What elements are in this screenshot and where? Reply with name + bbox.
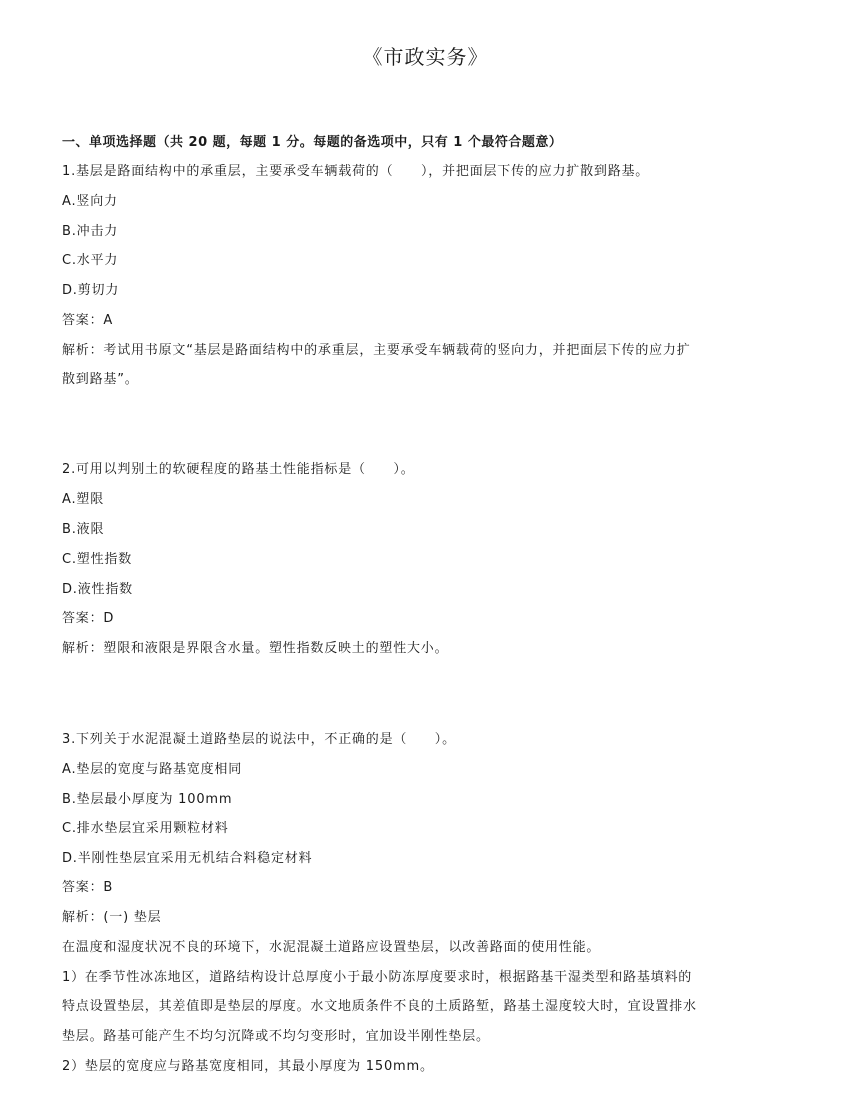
question-2-option-d: D.液性指数	[62, 582, 133, 597]
question-1-option-c: C.水平力	[62, 253, 119, 268]
question-1-analysis-line: 散到路基”。	[62, 372, 139, 387]
question-2-answer: 答案：D	[62, 611, 115, 626]
question-1-option-b: B.冲击力	[62, 224, 119, 239]
question-3-option-a: A.垫层的宽度与路基宽度相同	[62, 762, 242, 777]
question-3-analysis-line: 垫层。路基可能产生不均匀沉降或不均匀变形时，宜加设半刚性垫层。	[62, 1029, 490, 1044]
question-1-stem: 1.基层是路面结构中的承重层，主要承受车辆载荷的（ ），并把面层下传的应力扩散到路基。	[62, 164, 650, 179]
question-1-option-a: A.竖向力	[62, 194, 118, 209]
question-2-option-c: C.塑性指数	[62, 552, 133, 567]
question-1-option-d: D.剪切力	[62, 283, 120, 298]
question-3-option-b: B.垫层最小厚度为 100mm	[62, 792, 233, 807]
question-3-analysis-line: 特点设置垫层，其差值即是垫层的厚度。水文地质条件不良的土质路堑，路基土湿度较大时，宜设置排水	[62, 999, 697, 1014]
question-3-analysis-line: 在温度和湿度状况不良的环境下，水泥混凝土道路应设置垫层，以改善路面的使用性能。	[62, 940, 601, 955]
question-3-option-d: D.半刚性垫层宜采用无机结合料稳定材料	[62, 851, 313, 866]
question-3-analysis-line: 1）在季节性冰冻地区，道路结构设计总厚度小于最小防冻厚度要求时，根据路基干湿类型和路基填料的	[62, 970, 693, 985]
document-title: 《市政实务》	[362, 45, 489, 69]
question-1-analysis-line: 解析：考试用书原文“基层是路面结构中的承重层，主要承受车辆载荷的竖向力，并把面层下传的应力扩	[62, 343, 691, 358]
question-3-analysis-line: 2）垫层的宽度应与路基宽度相同，其最小厚度为 150mm。	[62, 1059, 434, 1074]
question-2-option-a: A.塑限	[62, 492, 104, 507]
section-heading: 一、单项选择题（共 20 题，每题 1 分。每题的备选项中，只有 1 个最符合题意）	[62, 135, 563, 150]
question-2-stem: 2.可用以判别土的软硬程度的路基土性能指标是（ ）。	[62, 462, 415, 477]
question-3-stem: 3.下列关于水泥混凝土道路垫层的说法中，不正确的是（ ）。	[62, 732, 456, 747]
question-3-option-c: C.排水垫层宜采用颗粒材料	[62, 821, 229, 836]
question-2-analysis-line: 解析：塑限和液限是界限含水量。塑性指数反映土的塑性大小。	[62, 641, 449, 656]
question-2-option-b: B.液限	[62, 522, 105, 537]
question-3-answer: 答案：B	[62, 880, 114, 895]
question-3-analysis-line: 解析：(一) 垫层	[62, 910, 162, 925]
question-1-answer: 答案：A	[62, 313, 114, 328]
